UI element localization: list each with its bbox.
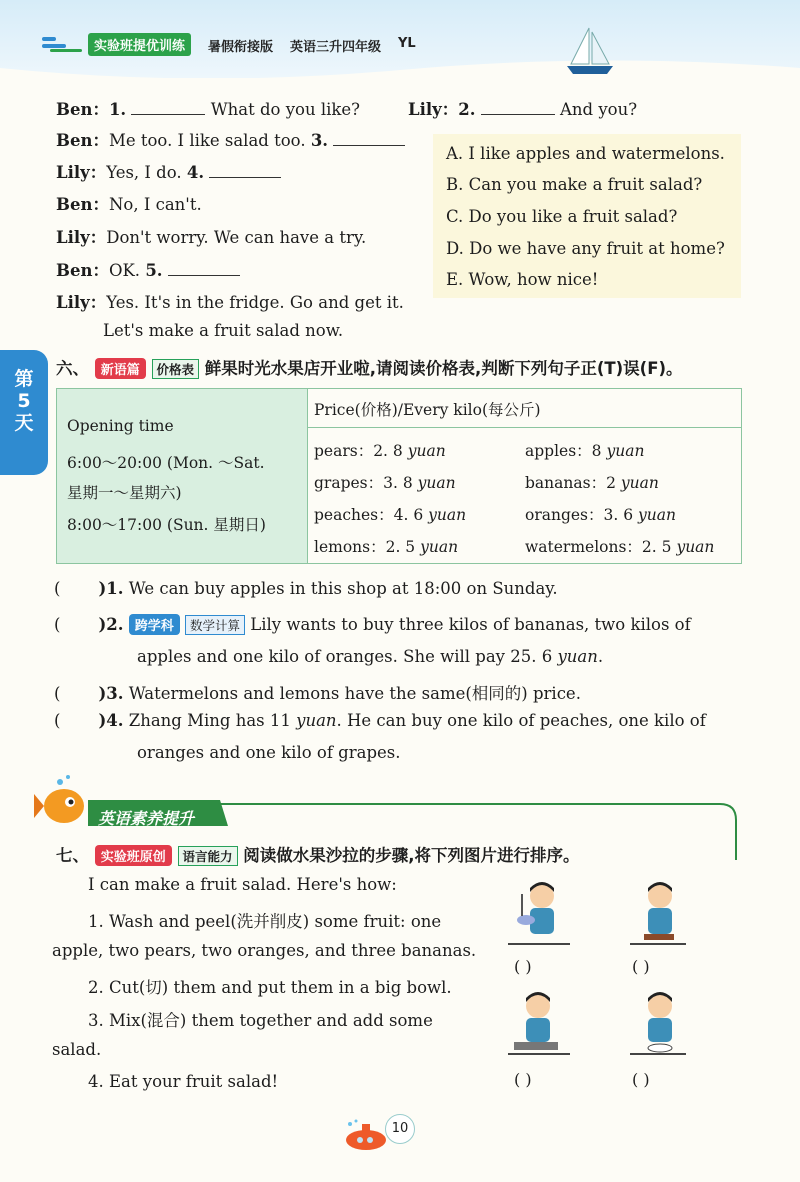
tf-statement-2 <box>54 614 691 635</box>
speaker: Lily： <box>56 228 107 247</box>
dialogue-line-5 <box>56 191 202 215</box>
price-table <box>56 388 742 564</box>
option-e: E. Wow, how nice! <box>446 270 599 289</box>
section-7-title <box>56 842 580 866</box>
answer-blank[interactable] <box>209 176 281 178</box>
step-3-cont: salad. <box>52 1040 102 1059</box>
side-tab-char: 5 <box>17 390 31 412</box>
tf-statement-4-cont <box>137 743 401 762</box>
price-unit: yuan <box>417 474 456 492</box>
tf-statement-2-cont: apples and one kilo of oranges. She will pay 25. 6 yuan. <box>137 647 604 666</box>
original-badge: 实验班原创 <box>95 845 172 866</box>
price-unit: yuan <box>296 711 337 730</box>
submarine-icon <box>340 1118 390 1152</box>
section-number: 六、 <box>56 359 89 378</box>
step-2: 2. Cut(切) them and put them in a big bowl. <box>88 978 452 997</box>
step-4: 4. Eat your fruit salad! <box>88 1072 279 1091</box>
dialogue-line-6 <box>56 224 366 248</box>
speaker: Lily： <box>56 163 107 182</box>
opening-hours-sunday: 8:00～17:00 (Sun. 星期日) <box>67 516 266 534</box>
opening-weekday-cn: 星期一～星期六) <box>67 484 182 502</box>
intro-text: I can make a fruit salad. Here's how: <box>88 875 397 894</box>
statement-number: )2. <box>98 615 124 634</box>
statement-text: oranges and one kilo of grapes. <box>137 743 401 762</box>
opening-time-title: Opening time <box>67 417 174 435</box>
price-unit: yuan <box>606 442 645 460</box>
order-answer-3[interactable]: ( ) <box>514 1070 532 1089</box>
speaker: Ben： <box>56 261 109 280</box>
price-header: Price(价格)/Every kilo(每公斤) <box>314 401 541 419</box>
price-label: bananas：2 <box>525 474 616 492</box>
price-unit: yuan <box>676 538 715 556</box>
price-label: apples：8 <box>525 442 602 460</box>
statement-text: Lily wants to buy three kilos of bananas, two kilos of <box>250 615 691 634</box>
edition-label: 暑假衔接版 <box>208 40 274 55</box>
new-text-badge: 新语篇 <box>95 358 146 379</box>
answer-blank[interactable] <box>333 144 405 146</box>
statement-text: Zhang Ming has 11 <box>128 711 291 730</box>
section-instruction: 鲜果时光水果店开业啦,请阅读价格表,判断下列句子正(T)误(F)。 <box>204 359 683 378</box>
line-text: What do you like? <box>210 100 361 119</box>
tf-statement-1 <box>54 579 558 598</box>
option-b: B. Can you make a fruit salad? <box>446 175 703 194</box>
answer-blank[interactable] <box>131 113 205 115</box>
price-grapes <box>314 471 456 493</box>
dialogue-line-2 <box>408 96 637 120</box>
speaker: Ben： <box>56 131 109 150</box>
price-header-cell <box>308 389 741 428</box>
boy-washing-fruit-image <box>508 876 570 946</box>
brand-label: 实验班提优训练 <box>88 33 191 56</box>
answer-blank[interactable] <box>168 274 240 276</box>
line-text: Yes, I do. <box>106 163 182 182</box>
blank-number: 5. <box>145 261 163 280</box>
blank-number: 1. <box>108 100 127 119</box>
line-text: Don't worry. We can have a try. <box>106 228 367 247</box>
tf-statement-4 <box>54 711 706 730</box>
price-apples <box>525 439 644 461</box>
option-a: A. I like apples and watermelons. <box>446 144 725 163</box>
price-oranges <box>525 503 676 525</box>
code-label: YL <box>398 36 416 51</box>
statement-number: )4. <box>98 711 124 730</box>
speaker: Ben： <box>56 195 109 214</box>
answer-paren[interactable]: ( <box>54 615 61 634</box>
fish-mascot-icon <box>32 772 90 828</box>
price-pears <box>314 439 446 461</box>
blank-number: 2. <box>458 100 476 119</box>
speaker: Lily： <box>408 100 459 119</box>
step-3: 3. Mix(混合) them together and add some <box>88 1011 433 1030</box>
price-peaches <box>314 503 466 525</box>
dialogue-line-9 <box>103 321 343 340</box>
price-watermelons <box>525 535 714 557</box>
price-unit: yuan <box>638 506 676 524</box>
statement-text: Watermelons and lemons have the same(相同的) price. <box>128 684 581 703</box>
speaker: Ben： <box>56 100 109 119</box>
logo-icon <box>40 34 84 54</box>
line-text: Me too. I like salad too. <box>108 131 306 150</box>
line-text: Let's make a fruit salad now. <box>103 321 344 340</box>
side-tab-char: 天 <box>14 412 34 434</box>
dialogue-line-8 <box>56 289 404 313</box>
line-text: And you? <box>559 100 638 119</box>
price-bananas <box>525 471 659 493</box>
boy-cutting-fruit-image <box>630 876 686 946</box>
math-badge: 数学计算 <box>185 615 245 635</box>
step-1: 1. Wash and peel(洗并削皮) some fruit: one <box>88 912 442 931</box>
price-lemons <box>314 535 458 557</box>
boy-eating-salad-image <box>630 986 686 1056</box>
price-label: pears：2. 8 <box>314 442 403 460</box>
section-6-title <box>56 355 683 379</box>
price-label: grapes：3. 8 <box>314 474 413 492</box>
option-c: C. Do you like a fruit salad? <box>446 207 678 226</box>
price-unit: yuan <box>557 647 598 666</box>
price-label: lemons：2. 5 <box>314 538 416 556</box>
blank-number: 3. <box>310 131 329 150</box>
cross-subject-badge: 跨学科 <box>129 614 180 635</box>
price-unit: yuan <box>428 506 467 524</box>
price-unit: yuan <box>420 538 459 556</box>
side-tab-char: 第 <box>14 368 34 390</box>
price-unit: yuan <box>620 474 659 492</box>
sailboat-icon <box>565 26 615 78</box>
subject-label: 英语三升四年级 <box>290 40 382 55</box>
line-text: Yes. It's in the fridge. Go and get it. <box>106 293 404 312</box>
statement-number: )1. <box>98 579 124 598</box>
statement-text: We can buy apples in this shop at 18:00 on Sunday. <box>128 579 558 598</box>
header-wave <box>0 58 800 88</box>
language-ability-badge: 语言能力 <box>178 846 238 866</box>
boy-mixing-fruit-image <box>508 986 570 1056</box>
order-answer-2[interactable]: ( ) <box>632 957 650 976</box>
statement-text: . He can buy one kilo of peaches, one kilo of <box>336 711 706 730</box>
section-instruction: 阅读做水果沙拉的步骤,将下列图片进行排序。 <box>243 846 580 865</box>
speaker: Lily： <box>56 293 107 312</box>
banner-title: 英语素养提升 <box>98 809 195 828</box>
opening-hours-weekday: 6:00～20:00 (Mon. ～Sat. <box>67 454 265 472</box>
dialogue-line-7 <box>56 257 240 281</box>
dialogue-line-3 <box>56 127 405 151</box>
order-answer-1[interactable]: ( ) <box>514 957 532 976</box>
blank-number: 4. <box>186 163 205 182</box>
price-list-badge: 价格表 <box>152 359 200 379</box>
answer-paren[interactable]: ( <box>54 711 61 730</box>
price-label: oranges：3. 6 <box>525 506 634 524</box>
section-number: 七、 <box>56 846 89 865</box>
price-label: peaches：4. 6 <box>314 506 424 524</box>
day-side-tab <box>0 350 48 475</box>
statement-number: )3. <box>98 684 124 703</box>
answer-paren[interactable]: ( <box>54 684 61 703</box>
tf-statement-3 <box>54 680 581 704</box>
step-1-cont: apple, two pears, two oranges, and three bananas. <box>52 941 477 960</box>
order-answer-4[interactable]: ( ) <box>632 1070 650 1089</box>
line-text: OK. <box>108 261 141 280</box>
dialogue-line-1 <box>56 96 360 120</box>
answer-paren[interactable]: ( <box>54 579 61 598</box>
dialogue-line-4 <box>56 159 281 183</box>
line-text: No, I can't. <box>108 195 202 214</box>
page-number: 10 <box>385 1114 415 1144</box>
answer-blank[interactable] <box>481 113 555 115</box>
statement-text: apples and one kilo of oranges. She will pay 25. 6 <box>137 647 553 666</box>
price-label: watermelons：2. 5 <box>525 538 672 556</box>
price-unit: yuan <box>407 442 446 460</box>
option-d: D. Do we have any fruit at home? <box>446 239 725 258</box>
opening-time-cell <box>57 389 308 563</box>
